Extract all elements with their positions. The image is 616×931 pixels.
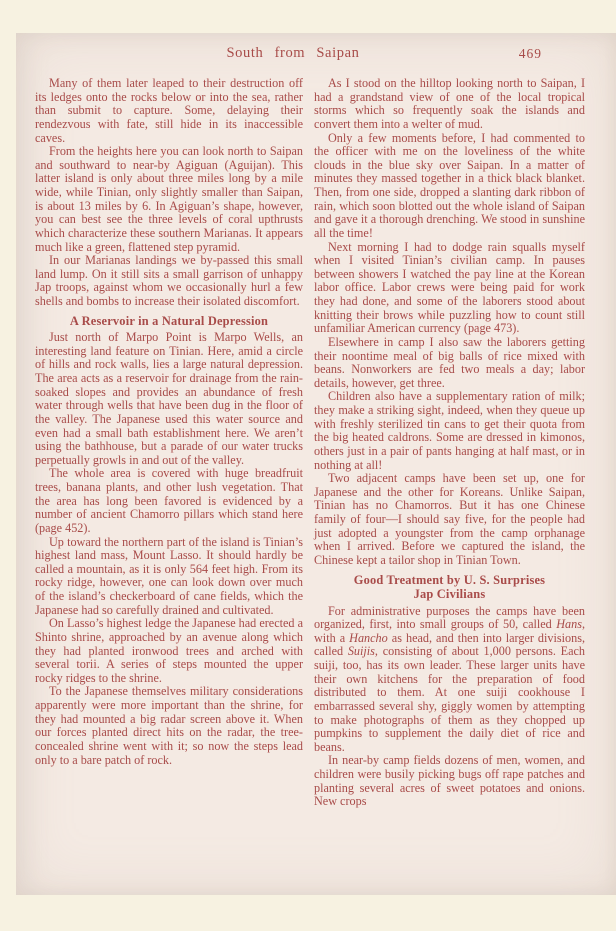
- section-heading: [314, 573, 585, 602]
- heading-line: Good Treatment by U. S. Surprises: [353, 572, 546, 587]
- paragraph: As I stood on the hilltop looking north to Saipan, I had a grandstand view of one of the local tropical storms which so frequently soak the islands and convert them into a welter of mud.: [314, 76, 585, 131]
- paragraph: To the Japanese themselves military considerations apparently were more important than the shrine, for they had mounted a big radar screen above it. When our forces planted direct hits on the radar, the tree-concealed shrine went with it; so now the steps lead only to a bare patch of rock.: [35, 684, 303, 767]
- paragraph: Next morning I had to dodge rain squalls myself when I visited Tinian’s civilian camp. In pauses between showers I watched the pay line at the Korean labor office. Labor crews were being paid for work they had done, and some of the laborers stood about knitting their brows while puzzling how to count still unfamiliar American currency (page 473).: [314, 239, 585, 336]
- paragraph: The whole area is covered with huge breadfruit trees, banana plants, and other lush vegetation. That the area has long been favored is evidenced by a number of ancient Chamorro pillars which stand here (page 452).: [35, 466, 303, 535]
- paragraph: Only a few moments before, I had commented to the officer with me on the loveliness of the white clouds in the blue sky over Saipan. In a matter of minutes they massed together in a thick black blanket. Then, from one side, dropped a slanting dark ribbon of rain, which soon blotted out the whole island of Saipan and gave it a thorough drenching. We stood in sunshine all the time!: [314, 130, 585, 240]
- paragraph: Elsewhere in camp I also saw the laborers getting their noontime meal of big balls of rice mixed with beans. Nonworkers are fed two meals a day; labor details, however, get three.: [314, 334, 585, 390]
- paragraph: Many of them later leaped to their destruction off its ledges onto the rocks below or into the sea, rather than submit to capture. Some, delaying their rendezvous with fate, still hide in its inaccessible caves.: [35, 76, 303, 145]
- paragraph: In our Marianas landings we by-passed this small land lump. On it still sits a small garrison of unhappy Jap troops, against whom we occasionally hurl a few shells and bombs to increase their isolated discomfort.: [35, 253, 303, 308]
- heading-line: Jap Civilians: [413, 587, 486, 601]
- column-left: [35, 77, 303, 767]
- paragraph: Two adjacent camps have been set up, one for Japanese and the other for Koreans. Unlike Saipan, Tinian has no Chamorros. But it has one Chinese family of four—I should say five, for the people had just adopted a youngster from the camp orphanage when I arrived. Before we captured the island, the Chinese kept a tailor shop in Tinian Town.: [314, 471, 585, 567]
- paragraph: In near-by camp fields dozens of men, women, and children were busily picking bugs off rape patches and planting several acres of sweet potatoes and onions. New crops: [314, 753, 585, 809]
- running-title: South from Saipan: [226, 45, 360, 61]
- paragraph: Children also have a supplementary ration of milk; they make a striking sight, indeed, when they queue up with freshly sterilized tin cans to get their quota from the big heated caldrons. Some are dressed in kimonos, others just in a pair of pants hanging at half mast, or in nothing at all!: [314, 389, 585, 472]
- section-heading: A Reservoir in a Natural Depression: [69, 313, 269, 328]
- paragraph: From the heights here you can look north to Saipan and southward to near-by Agiguan (Aguijan). This latter island is only about three miles long by a mile wide, while Tinian, only slightly smaller than Saipan, is about 13 miles by 6. In Agiguan’s shape, however, you can best see the three levels of coral upthrusts which characterize these southern Marianas. It appears much like a green, flattened step pyramid.: [35, 144, 303, 254]
- paragraph: For administrative purposes the camps have been organized, first, into small groups of 50, called Hans, with a Hancho as head, and then into larger divisions, called Suijis, consisting of about 1,000 persons. Each suiji, too, has its own leader. These larger units have their own kitchens for the preparation of food distributed to them. At one suiji cookhouse I embarrassed several shy, giggly women by attempting to make photographs of them as they chopped up pumpkins to supplement the daily diet of rice and beans.: [314, 603, 585, 754]
- paragraph: Up toward the northern part of the island is Tinian’s highest land mass, Mount Lasso. It should hardly be called a mountain, as it is only 564 feet high. From its rocky ridge, however, one can look down over much of the island’s checkerboard of cane fields, which the Japanese had so carefully drained and cultivated.: [35, 534, 303, 617]
- paragraph: Just north of Marpo Point is Marpo Wells, an interesting land feature on Tinian. Here, amid a circle of hills and rock walls, lies a large natural depression. The area acts as a reservoir for drainage from the rain-soaked slopes and provides an abundance of fresh water through wells that have been dug in the floor of the valley. The Japanese used this water source and even had a small bath establishment here. We aren’t using the bathhouse, but a parade of our water trucks perpetually growls in and out of the valley.: [35, 330, 303, 467]
- page-number: 469: [518, 46, 542, 61]
- paragraph: On Lasso’s highest ledge the Japanese had erected a Shinto shrine, approached by an avenue along which they had planted ironwood trees and arched with several torii. A series of steps mounted the upper rocky ridges to the shrine.: [35, 616, 303, 685]
- column-right: [314, 77, 585, 809]
